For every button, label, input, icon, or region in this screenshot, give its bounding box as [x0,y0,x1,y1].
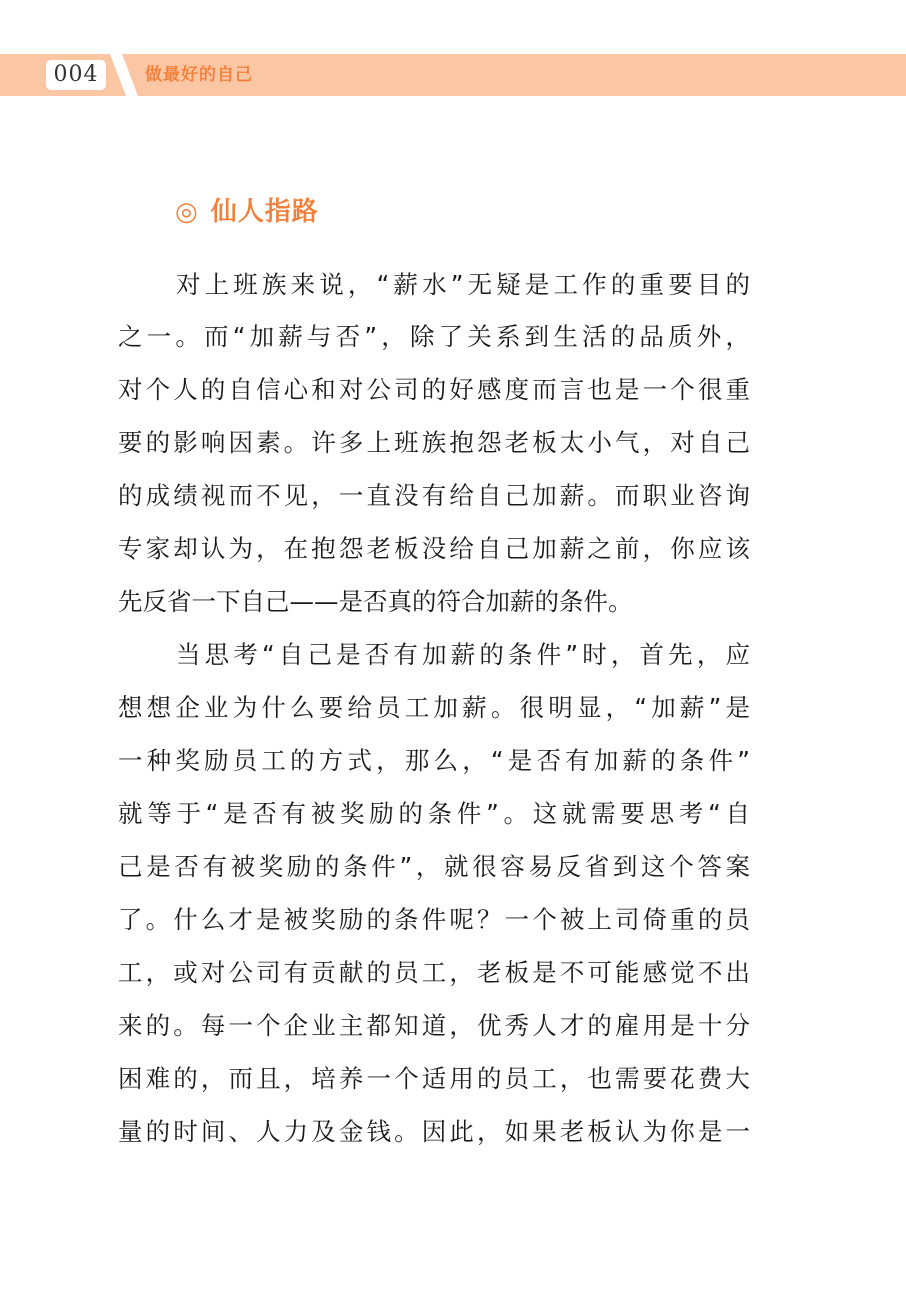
body-line: 当思考“自己是否有加薪的条件”时，首先，应 [176,640,750,669]
book-title: 做最好的自己 [145,65,253,85]
bullseye-icon: ◎ [175,197,199,227]
section-title: 仙人指路 [210,197,319,227]
body-line: 想想企业为什么要给员工加薪。很明显，“加薪”是 [118,693,750,722]
body-line: 的成绩视而不见，一直没有给自己加薪。而职业咨询 [118,481,750,510]
body-line: 先反省一下自己——是否真的符合加薪的条件。 [118,587,633,616]
body-line: 要的影响因素。许多上班族抱怨老板太小气，对自己 [118,428,750,457]
body-line: 量的时间、人力及金钱。因此，如果老板认为你是一 [118,1117,750,1146]
body-line: 工，或对公司有贡献的员工，老板是不可能感觉不出 [118,958,750,987]
body-line: 之一。而“加薪与否”，除了关系到生活的品质外， [118,322,750,351]
body-line: 困难的，而且，培养一个适用的员工，也需要花费大 [118,1064,750,1093]
header-slash-decoration [100,54,140,96]
body-line: 对个人的自信心和对公司的好感度而言也是一个很重 [118,375,750,404]
body-line: 了。什么才是被奖励的条件呢？一个被上司倚重的员 [118,905,750,934]
body-line: 己是否有被奖励的条件”，就很容易反省到这个答案 [118,852,750,881]
body-line: 来的。每一个企业主都知道，优秀人才的雇用是十分 [118,1011,750,1040]
page-number: 004 [46,60,106,90]
body-line: 一种奖励员工的方式，那么，“是否有加薪的条件” [118,746,750,775]
body-line: 就等于“是否有被奖励的条件”。这就需要思考“自 [118,799,750,828]
body-line: 专家却认为，在抱怨老板没给自己加薪之前，你应该 [118,534,750,563]
body-line: 对上班族来说，“薪水”无疑是工作的重要目的 [176,270,750,299]
section-heading [175,194,319,230]
